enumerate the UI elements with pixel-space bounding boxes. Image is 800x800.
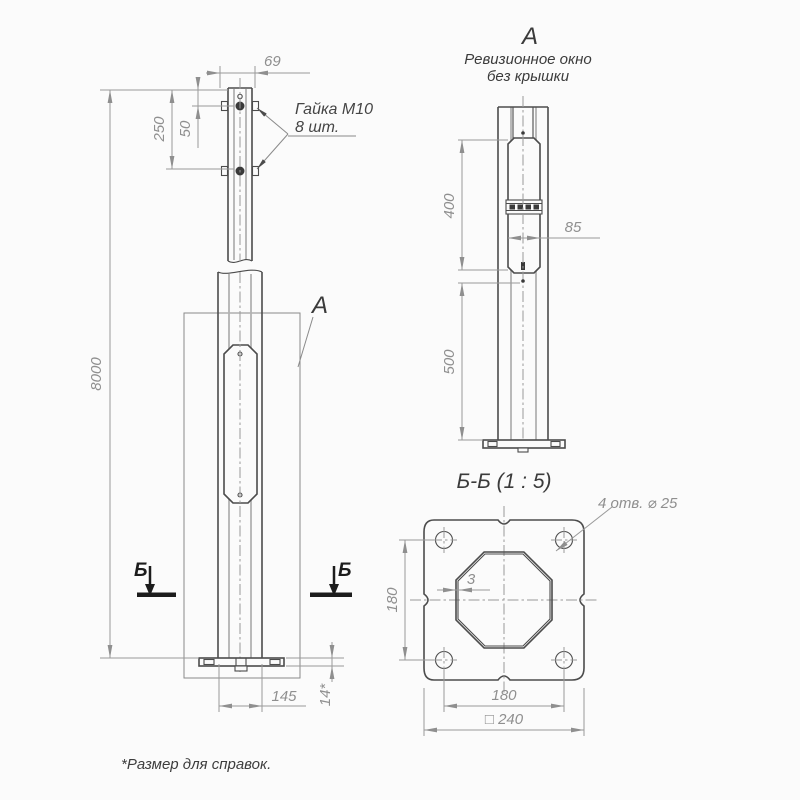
plate-center-stub <box>235 666 247 671</box>
dim-14-text: 14* <box>317 683 334 707</box>
view-a-hole-bottom <box>521 279 525 283</box>
section-bb-title: Б-Б (1 : 5) <box>456 470 552 493</box>
dim-180v-text: 180 <box>384 587 401 613</box>
section-bar-left <box>137 593 176 598</box>
dim-250-text: 250 <box>151 116 168 142</box>
dim-50-text: 50 <box>177 120 194 138</box>
dim-180h-text: 180 <box>491 687 517 704</box>
nut-left-2 <box>222 167 228 176</box>
view-a-subtitle1: Ревизионное окно <box>464 51 592 68</box>
nut-label-line1: Гайка М10 <box>295 101 373 118</box>
dim-8000-text: 8000 <box>88 357 105 391</box>
bb-holes-label: 4 отв. ⌀ 25 <box>598 495 678 512</box>
dim-500-text: 500 <box>441 349 458 375</box>
nut-label-line2: 8 шт. <box>295 119 340 136</box>
dim-69-text: 69 <box>264 53 281 70</box>
view-a-subtitle2: без крышки <box>486 68 570 85</box>
terminal-strip <box>506 200 542 214</box>
view-a-title: А <box>521 23 539 50</box>
view-a-center-stub <box>518 448 528 452</box>
section-b-right-text: Б <box>338 560 352 581</box>
dim-85-text: 85 <box>564 219 582 236</box>
dim-400-text: 400 <box>441 193 458 219</box>
view-a-hole-top <box>521 131 525 135</box>
detail-a-text: А <box>312 292 329 319</box>
section-bar-right <box>310 593 352 598</box>
dim-145-text: 145 <box>271 688 297 705</box>
section-b-left-text: Б <box>134 560 148 581</box>
dim-240-text: □ 240 <box>484 711 524 728</box>
footnote: *Размер для справок. <box>121 756 272 773</box>
dim-3-text: 3 <box>466 571 476 588</box>
